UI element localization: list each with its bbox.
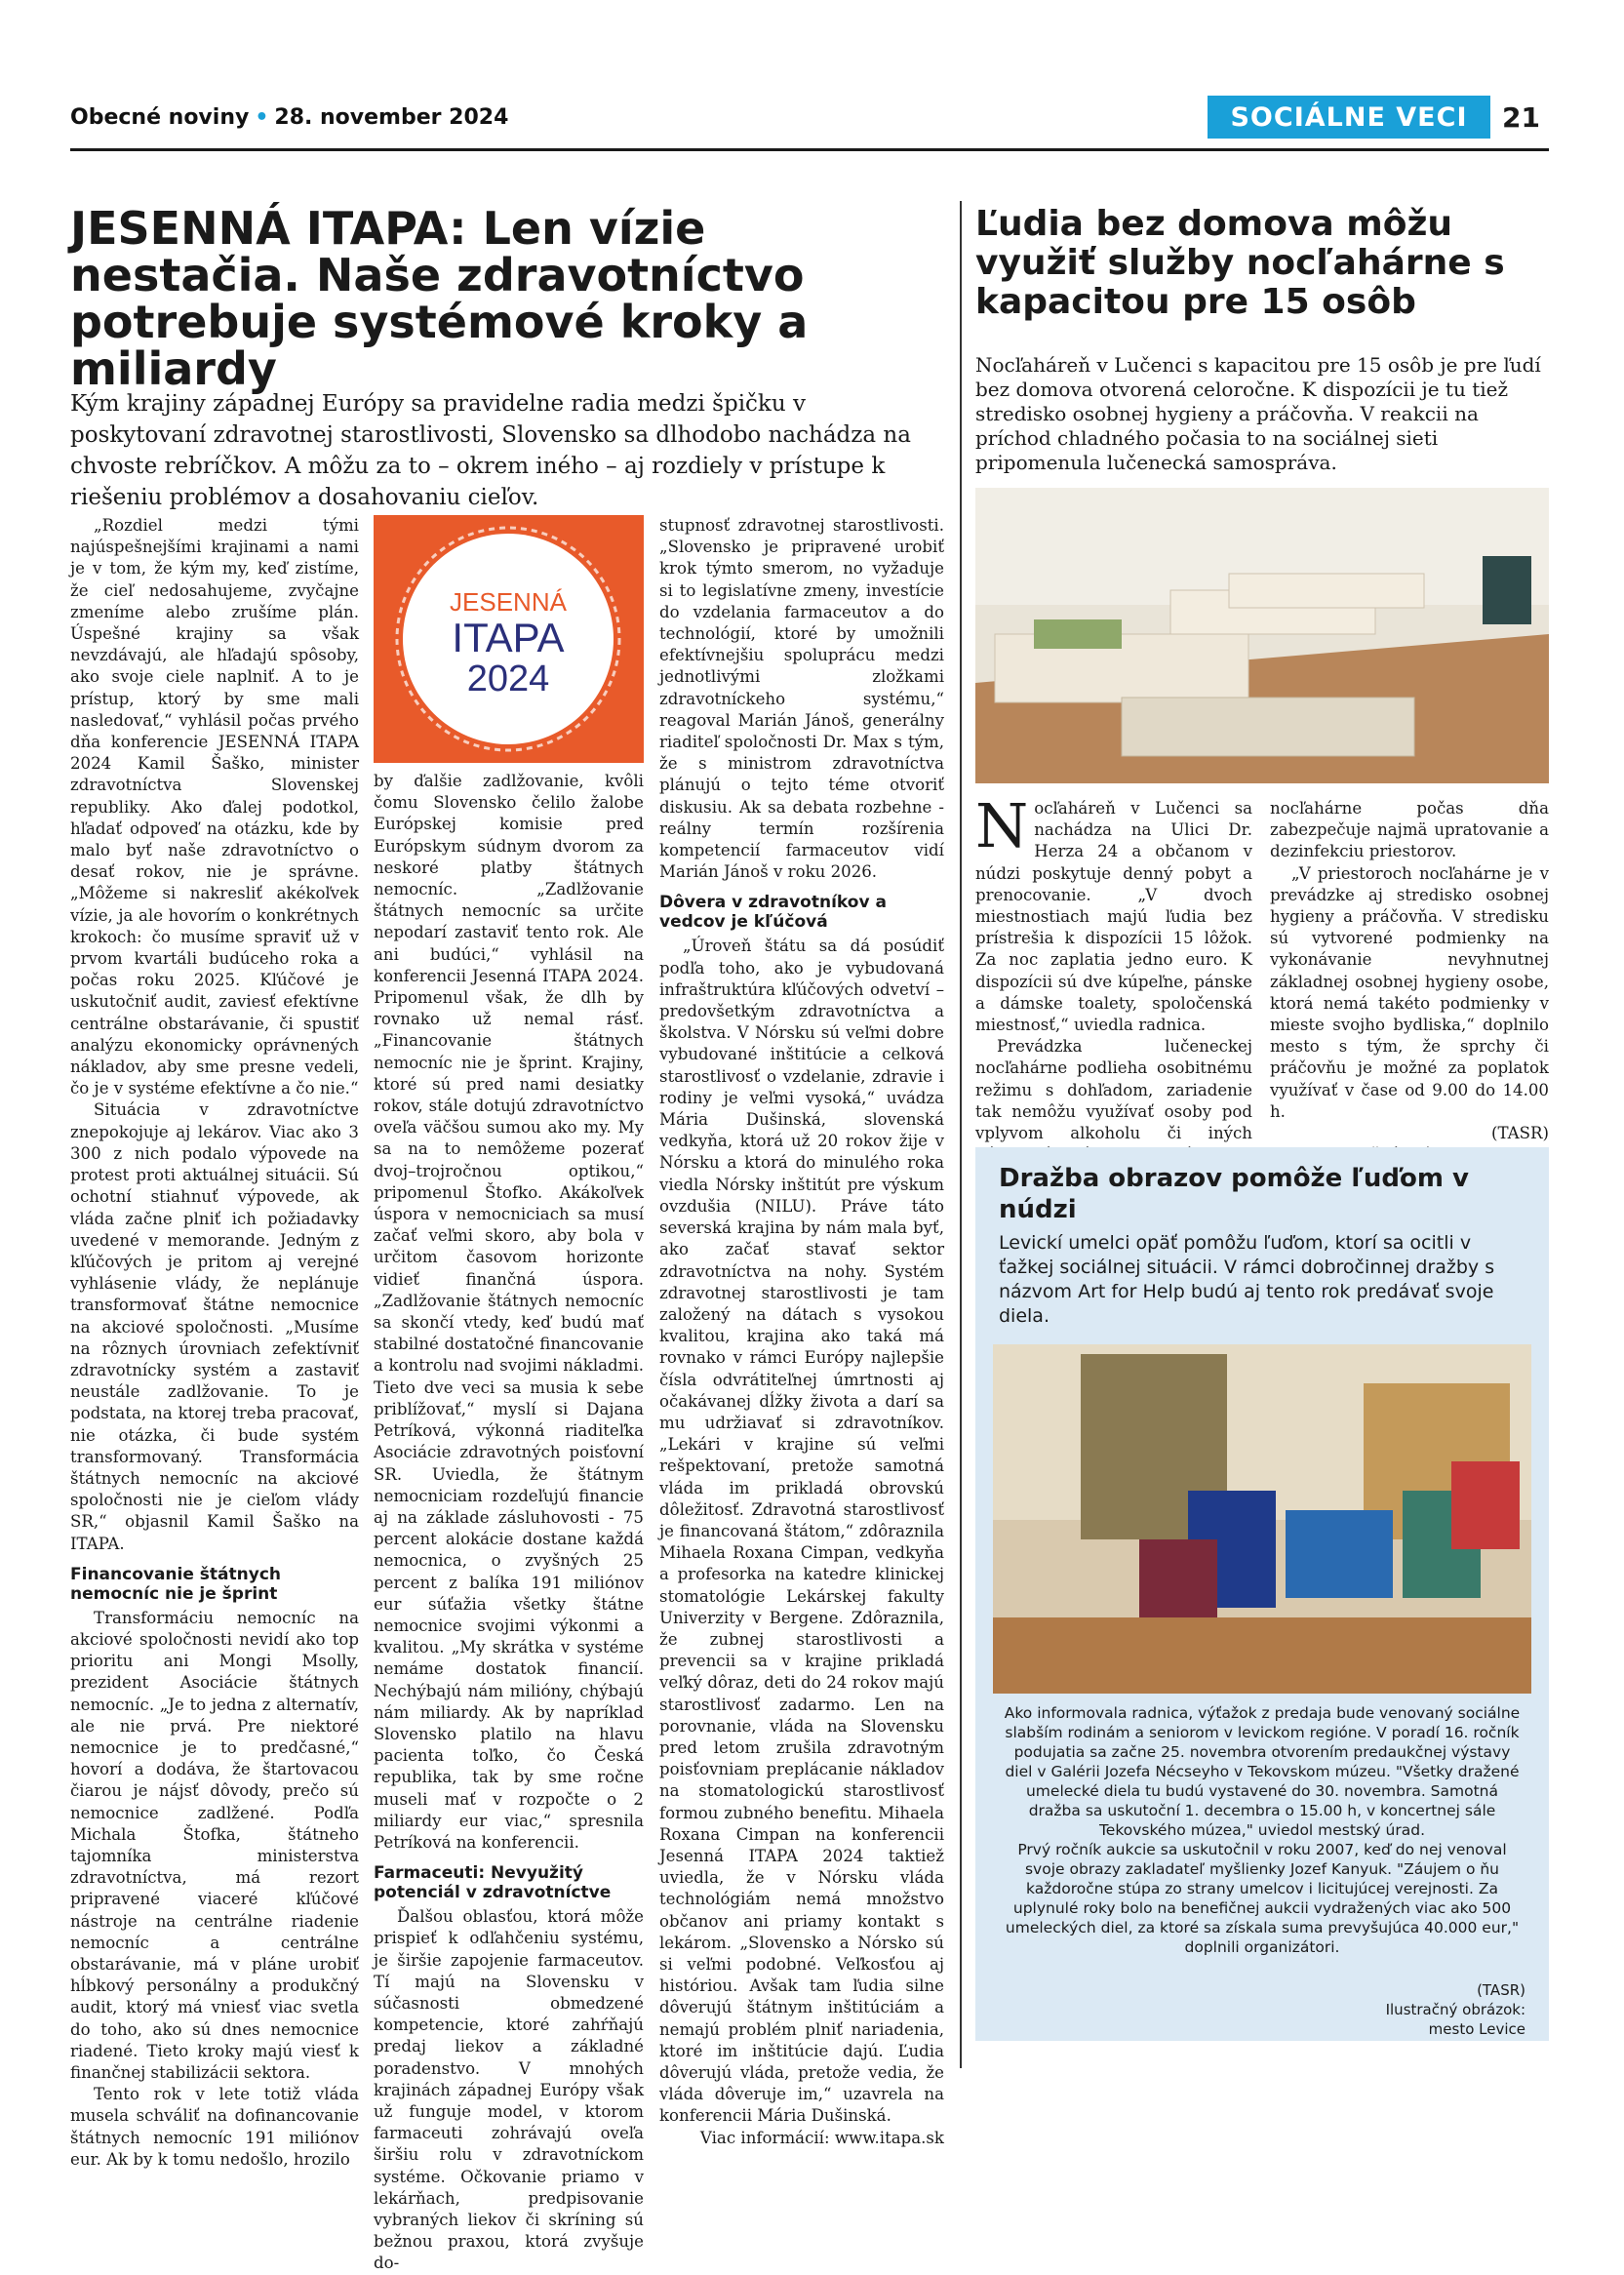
- more-info: Viac informácií: www.itapa.sk: [699, 2128, 944, 2147]
- sidebar-credit-line-1: Ilustračný obrázok:: [1385, 2001, 1525, 2018]
- paragraph: „Rozdiel medzi tými najúspešnejšími krajinami a nami je v tom, že kým my, keď zistíme, že cieľ nedosahujeme, zvyčajne zmeníme alebo zrušíme plán. Úspešné krajiny sa však nevzdávajú, ale hľadajú spôsoby, ako svoje ciele naplniť. A to je prístup, ktorý by sme mali nasledovať,“ vyhlásil počas prvého dňa konferencie JESENNÁ ITAPA 2024 Kamil Šaško, minister zdravotníctva Slovenskej republiky. Ako ďalej podotkol, hľadať odpoveď na otázku, kde by malo byť naše zdravotníctvo o desať rokov, nie je správne. „Môžeme si nakresliť akékoľvek vízie, ja ale hovorím o konkrétnych krokoch: čo musíme spraviť už v prvom kvartáli budúceho roka a počas roku 2025. Kľúčové je uskutočniť audit, zaviesť efektívne centrálne obstarávanie, či spustiť analýzu ekonomicky oprávnených nákladov, aby sme presne vedeli, čo je v systéme efektívne a čo nie.“: [70, 516, 359, 1098]
- main-headline: JESENNÁ ITAPA: Len vízie nestačia. Naše zdravotníctvo potrebuje systémové kroky a miliardy: [70, 202, 809, 395]
- main-column-3: [659, 515, 944, 2149]
- section-label: SOCIÁLNE VECI: [1208, 96, 1490, 139]
- paragraph: Transformáciu nemocníc na akciové spoločnosti nevidí ako top prioritu ani Mongi Msolly, prezident Asociácie štátnych nemocníc. „Je to jedna z alternatív, ale nie prvá. Pre niektoré nemocnice je to predčasné,“ hovorí a dodáva, že štartovacou čiarou je nájsť dôvody, prečo sú nemocnice zadlžené. Podľa Michala Štofka, štátneho tajomníka ministerstva zdravotníctva, má rezort pripravené viaceré kľúčové nástroje na centrálne riadenie nemocníc a centrálne obstarávanie, má v pláne urobiť hĺbkový personálny a produkčný audit, ktorý má vniesť viac svetla do toho, ako sú dnes nemocnice riadené. Tieto kroky majú viesť k finančnej stabilizácii sektora.: [70, 1608, 359, 2083]
- column-divider: [960, 201, 962, 2068]
- masthead: [70, 105, 508, 130]
- sidebar-source: (TASR): [1477, 1981, 1525, 1999]
- paragraph: Prevádzka lučeneckej nocľahárne podlieha osobitnému režimu s dohľadom, zariadenie tak nemôžu využívať osoby pod vplyvom alkoholu či iných: [975, 1037, 1252, 1143]
- sidebar-credit-line-2: mesto Levice: [1428, 2020, 1525, 2038]
- second-column-1: [975, 790, 1252, 1166]
- paragraph: Tento rok v lete totiž vláda musela schváliť na dofinancovanie štátnych nemocníc 191 miliónov eur. Ak by k tomu nedošlo, hrozilo: [70, 2085, 359, 2169]
- second-lead: Nocľaháreň v Lučenci s kapacitou pre 15 osôb je pre ľudí bez domova otvorená celoročne. K dispozícii je tu tiež stredisko osobnej hygieny a práčovňa. V reakcii na príchod chladného počasia to na sociálnej sieti pripomenula lučenecká samospráva.: [975, 353, 1541, 474]
- shelter-photo: [975, 488, 1549, 783]
- page-number: 21: [1502, 101, 1540, 134]
- exhibition-photo-graphic: [993, 1344, 1531, 1694]
- paragraph: „V priestoroch nocľahárne je v prevádzke aj stredisko osobnej hygieny a práčovňa. V stredisku sú vytvorené podmienky na vykonávanie nevyhnutnej základnej osobnej hygieny osobe, ktorá nemá takéto podmienky v mieste svojho bydliska,“ doplnilo mesto s tým, že sprchy či práčovňu je možné za poplatok využívať v čase od 9.00 do 14.00 h.: [1270, 863, 1549, 1121]
- paragraph: nocľahárne počas dňa zabezpečuje najmä upratovanie a dezinfekciu priestorov.: [1270, 799, 1549, 861]
- subheading: Farmaceuti: Nevyužitý potenciál v zdravotníctve: [374, 1863, 612, 1903]
- separator-dot: •: [255, 105, 269, 130]
- second-headline: Ľudia bez domova môžu využiť služby nocľahárne s kapacitou pre 15 osôb: [975, 204, 1505, 322]
- sidebar-lead: Levickí umelci opäť pomôžu ľuďom, ktorí sa ocitli v ťažkej sociálnej situácii. V rámci dobročinnej dražby s názvom Art for Help budú aj tento rok predávať svoje diela.: [999, 1232, 1495, 1327]
- sidebar-credits: [1268, 1980, 1525, 2039]
- itapa-logo: [374, 515, 644, 763]
- paragraph: stupnosť zdravotnej starostlivosti. „Slovensko je pripravené urobiť krok týmto smerom, no vyžaduje si to legislatívne zmeny, investície do vzdelania farmaceutov a do technológií, ktoré by umožnili efektívnejšiu spoluprácu medzi jednotlivými zložkami zdravotníckeho systému,“ reagoval Marián Jánoš, generálny riaditeľ spoločnosti Dr. Max s tým, že s ministrom zdravotníctva plánujú o tejto téme otvoriť diskusiu. Ak sa debata rozbehne - reálny termín rozšírenia kompetencií farmaceutov vidí Marián Jánoš v roku 2026.: [659, 516, 944, 882]
- issue-date: 28. november 2024: [274, 105, 509, 130]
- header-rule: [70, 148, 1549, 151]
- paragraph: Situácia v zdravotníctve znepokojuje aj lekárov. Viac ako 3 300 z nich podalo výpovede na protest proti aktuálnej situácii. Sú ochotní stiahnuť výpovede, ak vláda začne plniť ich požiadavky uvedené v memorande. Jedným z kľúčových je pritom aj verejné vyhlásenie vlády, že neplánuje transformovať štátne nemocnice na akciové spoločnosti. „Musíme na rôznych úrovniach zefektívniť zdravotnícky systém a zastaviť neustále zadlžovanie. To je podstata, na ktorej treba pracovať, nie otázka, či bude systém transformovaný. Transformácia štátnych nemocníc na akciové spoločnosti nie je cieľom vlády SR,“ objasnil Kamil Šaško na ITAPA.: [70, 1100, 359, 1553]
- sidebar-paragraph: Ako informovala radnica, výťažok z predaja bude venovaný sociálne slabším rodinám a seniorom v levickom regióne. V poradí 16. ročník podujatia sa začne 25. novembra otvorením predaukčnej výstavy diel v Galérii Jozefa Nécseyho v Tekovskom múzeu. "Všetky dražené umelecké diela tu budú vystavené do 30. novembra. Samotná dražba sa uskutoční 1. decembra o 15.00 h, v koncertnej sále Tekovského múzea," uviedol mestský úrad.: [1004, 1704, 1521, 1839]
- source-tag: (TASR): [1491, 1124, 1549, 1143]
- sidebar-body: [999, 1703, 1525, 1957]
- itapa-logo-graphic: [374, 515, 644, 763]
- sidebar-paragraph: Prvý ročník aukcie sa uskutočnil v roku 2007, keď do nej venoval svoje obrazy zakladateľ myšlienky Jozef Kanyuk. "Záujem o ňu každoročne stúpa zo strany umelcov i licitujúcej verejnosti. Za uplynulé roky bolo na benefičnej aukcii vydražených viac ako 500 umeleckých diel, za ktoré sa získala suma prevyšujúca 40.000 eur," doplnili organizátori.: [1005, 1841, 1520, 1956]
- paragraph: „Úroveň štátu sa dá posúdiť podľa toho, ako je vybudovaná infraštruktúra kľúčových odvetví – predovšetkým zdravotníctva a školstva. V Nórsku sú veľmi dobre vybudované inštitúcie a celková starostlivosť o vzdelanie, zdravie i rodiny je veľmi vysoká,“ uvádza Mária Dušinská, slovenská vedkyňa, ktorá už 20 rokov žije v Nórsku a ktorá do minulého roka viedla Nórsky inštitút pre výskum ovzdušia (NILU). Práve táto severská krajina by nám mala byť, ako začať stavať sektor zdravotníctva na nohy. Systém zdravotnej starostlivosti je tam založený na dátach s vysokou kvalitou, krajina ako taká má rovnako v rámci Európy najlepšie čísla odvrátiteľnej úmrtnosti aj očakávanej dĺžky života a darí sa mu udržiavať si zdravotníkov. „Lekári v krajine sú veľmi rešpektovaní, pretože samotná vláda im prikladá obrovskú dôležitosť. Zdravotná starostlivosť je financovaná štátom,“ zdôraznila Mihaela Roxana Cimpan, vedkyňa a profesorka na katedre klinickej stomatológie Lekárskej fakulty Univerzity v Bergene. Zdôraznila, že zubnej starostlivosti a prevencii sa v krajine prikladá veľký dôraz, deti do 24 rokov majú starostlivosť zadarmo. Len na porovnanie, vláda na Slovensku pred letom zrušila zdravotným poisťovniam preplácanie nákladov na stomatologickú starostlivosť formou zubného benefitu. Mihaela Roxana Cimpan na konferencii Jesenná ITAPA 2024 taktiež uviedla, že v Nórsku vláda technológiám nemá množstvo občanov ani priamy kontakt s lekárom. „Slovensko a Nórsko sú si veľmi podobné. Veľkosťou aj históriou. Avšak tam ľudia silne dôverujú štátnym inštitúciám a nemajú problém plniť nariadenia, ktoré im inštitúcie dajú. Ľudia dôverujú vláda, pretože vedia, že vláda dôveruje im,“ uzavrela na konferencii Mária Dušinská.: [659, 937, 944, 2126]
- logo-line-2: ITAPA: [452, 615, 565, 660]
- second-column-2: [1270, 798, 1549, 1166]
- exhibition-photo: [993, 1344, 1531, 1694]
- main-column-1: [70, 515, 359, 2171]
- drop-cap: N: [975, 790, 1029, 861]
- paragraph: ocľaháreň v Lučenci sa nachádza na Ulici Dr. Herza 24 a občanom v núdzi poskytuje denný pobyt a prenocovanie. „V dvoch miestnostiach majú ľudia bez prístrešia k dispozícii 15 lôžok. Za noc zaplatia jedno euro. K dispozícii sú dve kúpeľne, pánske a dámske toalety, spoločenská miestnosť,“ uviedla radnica.: [975, 799, 1252, 1035]
- subheading: Financovanie štátnych nemocníc nie je šprint: [70, 1564, 282, 1604]
- main-lead: Kým krajiny západnej Európy sa pravidelne radia medzi špičku v poskytovaní zdravotnej starostlivosti, Slovensko sa dlhodobo nachádza na chvoste rebríčkov. A môžu za to – okrem iného – aj rozdiely v prístupe k riešeniu problémov a dosahovaniu cieľov.: [70, 391, 911, 510]
- shelter-photo-graphic: [975, 488, 1549, 783]
- publication-name: Obecné noviny: [70, 105, 250, 130]
- main-column-2: [374, 771, 644, 2275]
- sidebar-title: Dražba obrazov pomôže ľuďom v núdzi: [999, 1164, 1469, 1224]
- paragraph: by ďalšie zadlžovanie, kvôli čomu Slovensko čelilo žalobe Európskej komisie pred Európskym súdnym dvorom za neskoré platby štátnych nemocníc. „Zadlžovanie štátnych nemocníc sa určite nepodarí zastaviť tento rok. Ale ani budúci,“ vyhlásil na konferencii Jesenná ITAPA 2024. Pripomenul však, že dlh by rovnako už nemal rásť. „Financovanie štátnych nemocníc nie je šprint. Krajiny, ktoré sú pred nami desiatky rokov, stále dotujú zdravotníctvo oveľa väčšou sumou ako my. My sa na to nemôžeme pozerať dvoj–trojročnou optikou,“ pripomenul Štofko. Akákoľvek úspora v nemocniciach sa musí začať veľmi skoro, aby bola v určitom časovom horizonte vidieť finančná úspora. „Zadlžovanie štátnych nemocníc sa skončí vtedy, keď budú mať stabilné dostatočné financovanie a kontrolu nad svojimi nákladmi. Tieto dve veci sa musia k sebe priblížovať,“ myslí si Dajana Petríková, výkonná riaditeľka Asociácie zdravotných poisťovní SR. Uviedla, že štátnym nemocniciam rozdeľujú financie aj na základe zásluhovosti - 75 percent alokácie dostane každá nemocnica, o zvyšných 25 percent z balíka 191 miliónov eur súťažia všetky štátne nemocnice svojimi výkonmi a kvalitou. „My skrátka v systéme nemáme dostatok financií. Nechýbajú nám milióny, chýbajú nám miliardy. Ak by napríklad Slovensko platilo na hlavu pacienta toľko, čo Česká republika, tak by sme ročne museli mať v rozpočte o 2 miliardy eur viac,“ spresnila Petríková na konferencii.: [374, 772, 644, 1852]
- subheading: Dôvera v zdravotníkov a vedcov je kľúčová: [659, 893, 887, 933]
- logo-line-1: JESENNÁ: [450, 587, 567, 617]
- logo-line-3: 2024: [466, 659, 550, 699]
- paragraph: Ďalšou oblasťou, ktorá môže prispieť k odľahčeniu systému, je širšie zapojenie farmaceutov. Tí majú na Slovensku v súčasnosti obmedzené kompetencie, ktoré zahŕňajú predaj liekov a základné poradenstvo. V mnohých krajinách západnej Európy však už funguje model, v ktorom farmaceuti zohrávajú oveľa širšiu rolu v zdravotníckom systéme. Očkovanie priamo v lekárňach, predpisovanie vybraných liekov či skríning sú bežnou praxou, ktorá zvyšuje do-: [374, 1907, 644, 2273]
